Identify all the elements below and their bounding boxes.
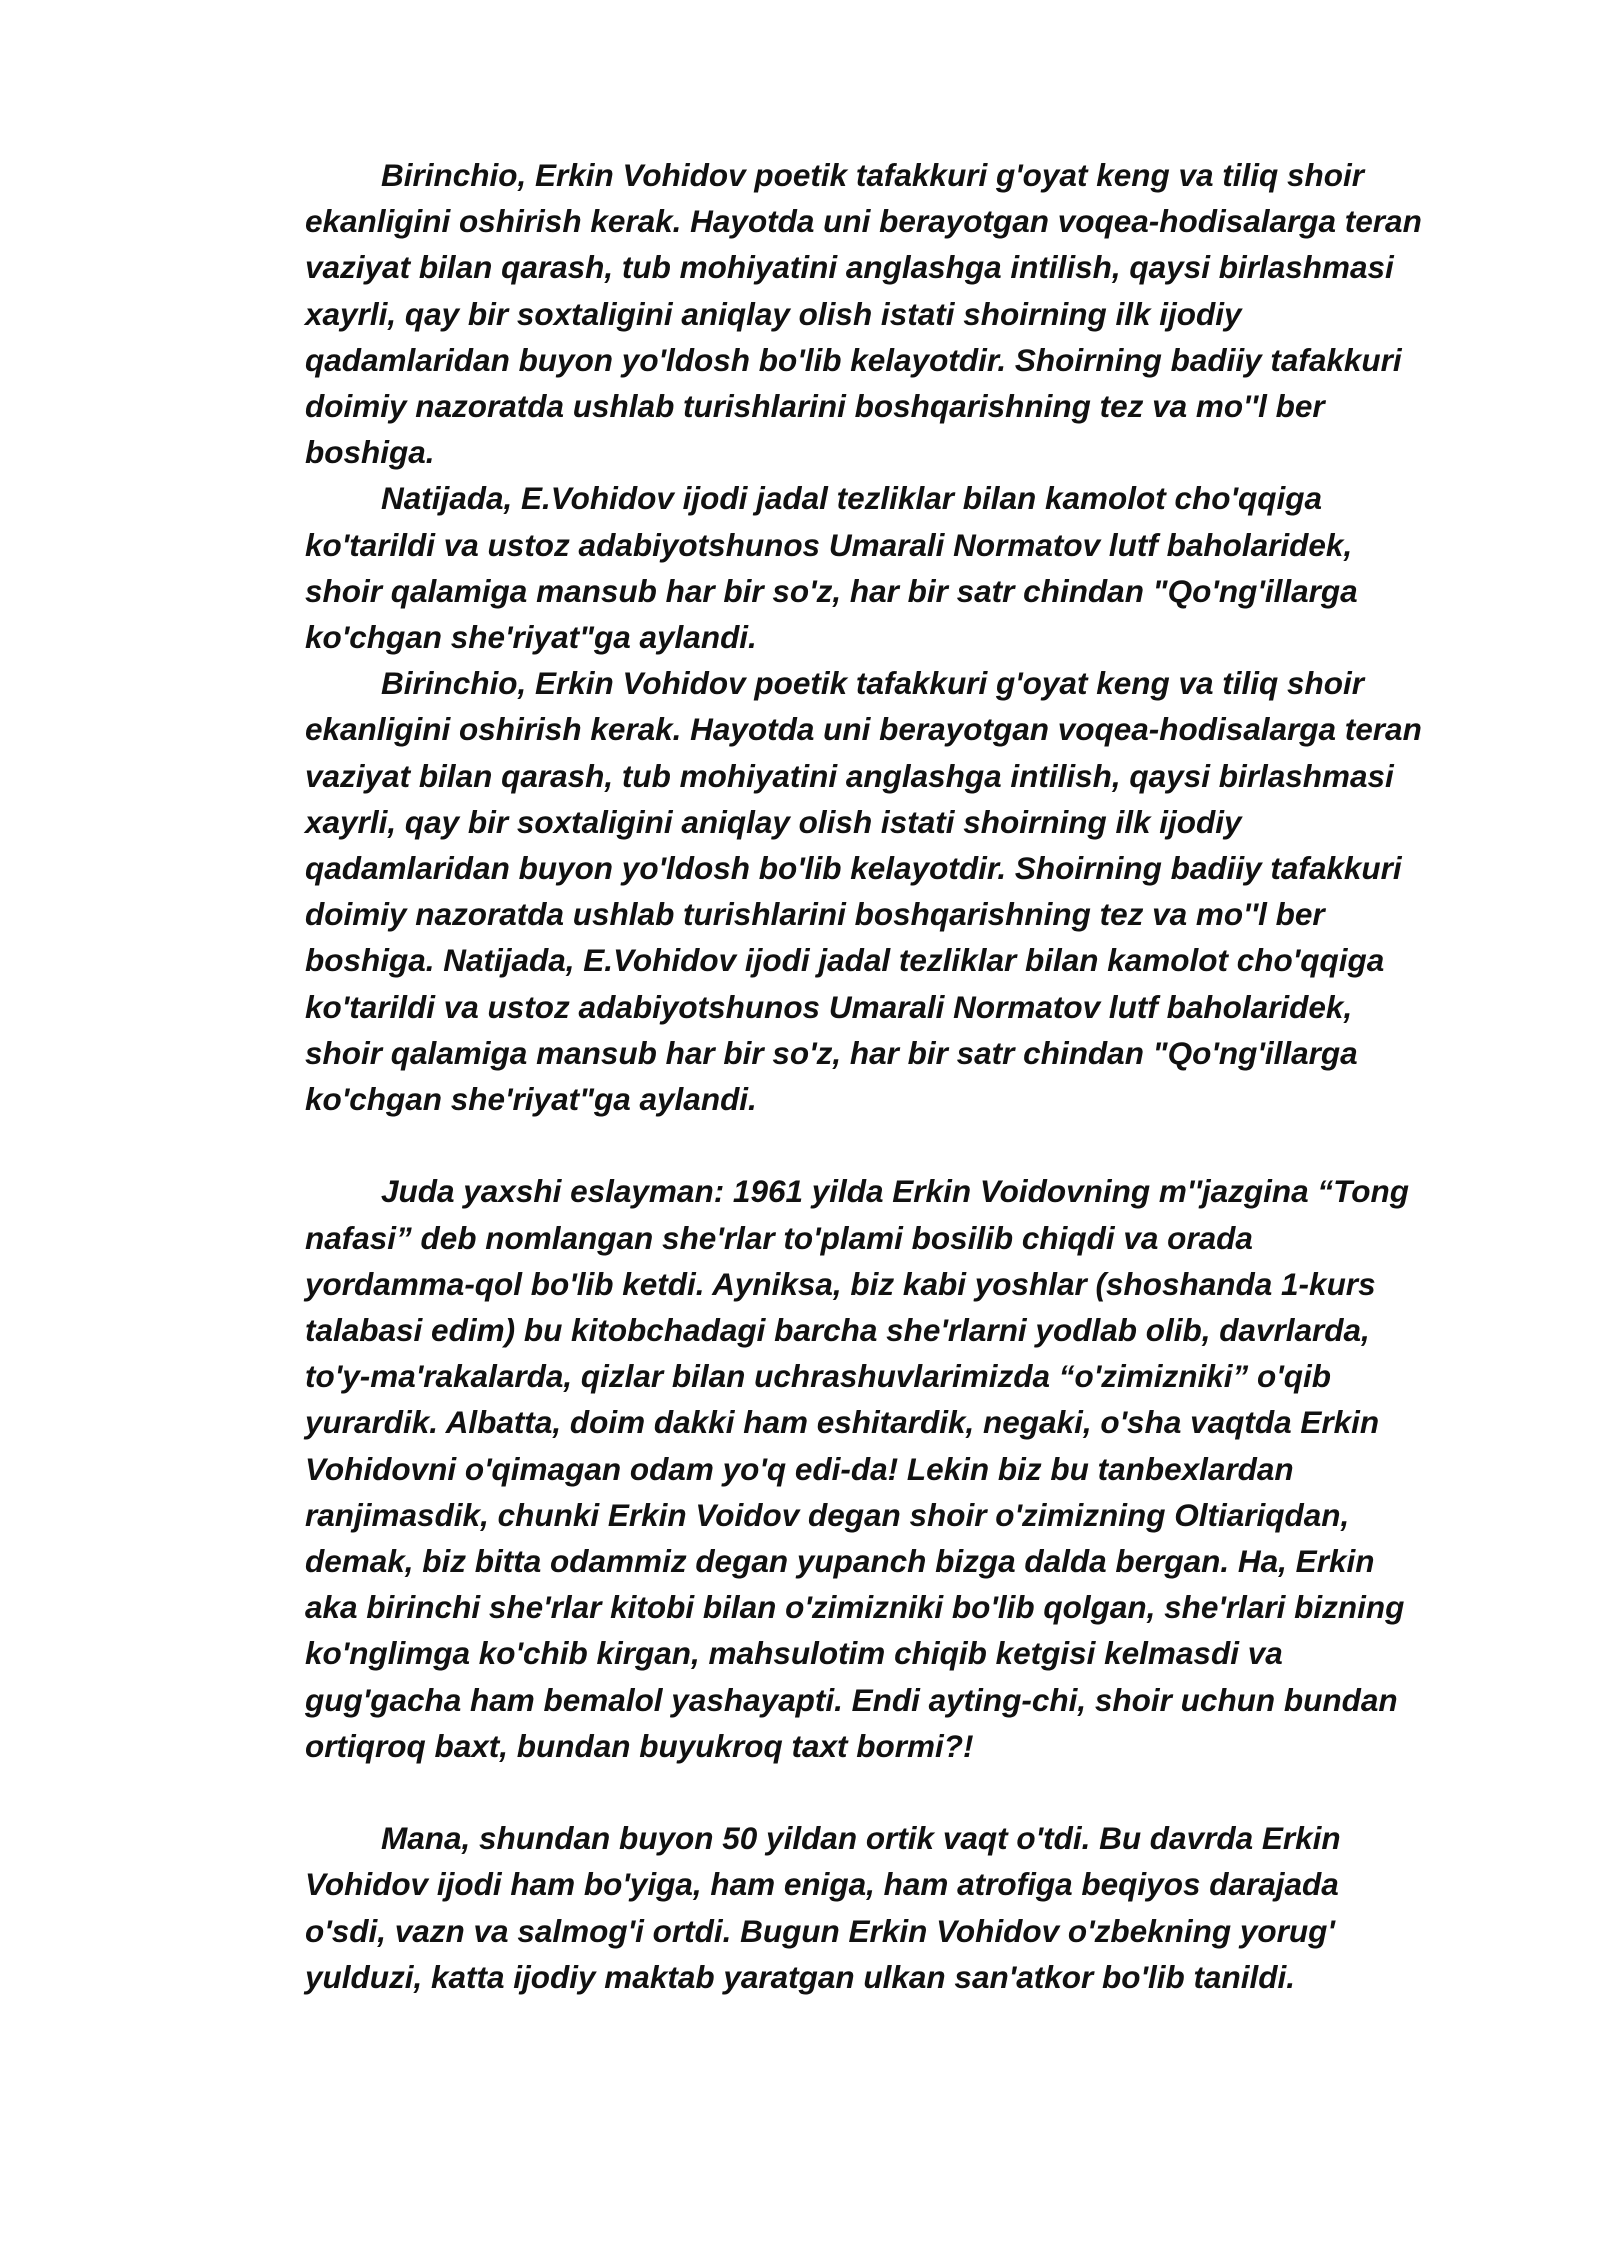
text-line: shoir qalamiga mansub har bir so'z, har bir satr chindan "Qo'ng'illarga [305, 572, 1358, 609]
text-line: ko'tarildi va ustoz adabiyotshunos Umarali Normatov lutf baholaridek, [305, 526, 1353, 563]
text-line: yulduzi, katta ijodiy maktab yaratgan ulkan san'atkor bo'lib tanildi. [305, 1958, 1295, 1995]
paragraph-spacer [305, 1122, 1505, 1168]
text-line: nafasi” deb nomlangan she'rlar to'plami bosilib chiqdi va orada [305, 1219, 1253, 1256]
text-line: o'sdi, vazn va salmog'i ortdi. Bugun Erkin Vohidov o'zbekning yorug' [305, 1912, 1335, 1949]
text-line: ko'chgan she'riyat"ga aylandi. [305, 619, 757, 656]
text-line: Vohidov ijodi ham bo'yiga, ham eniga, ham atrofiga beqiyos darajada [305, 1866, 1339, 1903]
text-line: ortiqroq baxt, bundan buyukroq taxt bormi?! [305, 1727, 974, 1764]
text-line: Natijada, E.Vohidov ijodi jadal tezliklar bilan kamolot cho'qqiga [381, 480, 1322, 517]
text-line: doimiy nazoratda ushlab turishlarini boshqarishning tez va mo''l ber [305, 896, 1325, 933]
text-line: shoir qalamiga mansub har bir so'z, har bir satr chindan "Qo'ng'illarga [305, 1034, 1358, 1071]
text-line: Juda yaxshi eslayman: 1961 yilda Erkin Voidovning m''jazgina “Tong [381, 1173, 1409, 1210]
text-line: vaziyat bilan qarash, tub mohiyatini anglashga intilish, qaysi birlashmasi [305, 249, 1394, 286]
paragraph-4 [305, 1168, 1505, 1769]
document-body [305, 152, 1505, 2000]
text-line: qadamlaridan buyon yo'ldosh bo'lib kelayotdir. Shoirning badiiy tafakkuri [305, 850, 1402, 887]
text-line: ranjimasdik, chunki Erkin Voidov degan shoir o'zimizning Oltiariqdan, [305, 1496, 1350, 1533]
text-line: yurardik. Albatta, doim dakki ham eshitardik, negaki, o'sha vaqtda Erkin [305, 1404, 1380, 1441]
text-line: doimiy nazoratda ushlab turishlarini boshqarishning tez va mo''l ber [305, 388, 1325, 425]
text-line: boshiga. [305, 434, 435, 471]
text-line: demak, biz bitta odammiz degan yupanch bizga dalda bergan. Ha, Erkin [305, 1543, 1375, 1580]
text-line: gug'gacha ham bemalol yashayapti. Endi ayting-chi, shoir uchun bundan [305, 1681, 1398, 1718]
text-line: Birinchio, Erkin Vohidov poetik tafakkuri g'oyat keng va tiliq shoir [381, 157, 1365, 193]
text-line: to'y-ma'rakalarda, qizlar bilan uchrashuvlarimizda “o'zimizniki” o'qib [305, 1358, 1331, 1395]
text-line: ko'nglimga ko'chib kirgan, mahsulotim chiqib ketgisi kelmasdi va [305, 1635, 1283, 1672]
paragraph-3 [305, 660, 1505, 1122]
text-line: xayrli, qay bir soxtaligini aniqlay olish istati shoirning ilk ijodiy [305, 295, 1242, 332]
text-line: Birinchio, Erkin Vohidov poetik tafakkuri g'oyat keng va tiliq shoir [381, 665, 1365, 702]
paragraph-1 [305, 152, 1505, 475]
text-line: vaziyat bilan qarash, tub mohiyatini anglashga intilish, qaysi birlashmasi [305, 757, 1394, 794]
text-line: aka birinchi she'rlar kitobi bilan o'zimizniki bo'lib qolgan, she'rlari bizning [305, 1589, 1405, 1626]
text-line: qadamlaridan buyon yo'ldosh bo'lib kelayotdir. Shoirning badiiy tafakkuri [305, 341, 1402, 378]
text-line: ko'chgan she'riyat"ga aylandi. [305, 1081, 757, 1118]
text-line: boshiga. Natijada, E.Vohidov ijodi jadal tezliklar bilan kamolot cho'qqiga [305, 942, 1385, 979]
text-line: yordamma-qol bo'lib ketdi. Ayniksa, biz kabi yoshlar (shoshanda 1-kurs [305, 1265, 1376, 1302]
paragraph-spacer [305, 1769, 1505, 1815]
text-line: ekanligini oshirish kerak. Hayotda uni berayotgan voqea-hodisalarga teran [305, 203, 1422, 240]
text-line: xayrli, qay bir soxtaligini aniqlay olish istati shoirning ilk ijodiy [305, 803, 1242, 840]
text-line: ekanligini oshirish kerak. Hayotda uni berayotgan voqea-hodisalarga teran [305, 711, 1422, 748]
paragraph-5 [305, 1815, 1505, 2000]
text-line: Vohidovni o'qimagan odam yo'q edi-da! Lekin biz bu tanbexlardan [305, 1450, 1294, 1487]
text-line: ko'tarildi va ustoz adabiyotshunos Umarali Normatov lutf baholaridek, [305, 988, 1353, 1025]
text-line: talabasi edim) bu kitobchadagi barcha she'rlarni yodlab olib, davrlarda, [305, 1312, 1370, 1349]
text-line: Mana, shundan buyon 50 yildan ortik vaqt o'tdi. Bu davrda Erkin [381, 1820, 1341, 1857]
paragraph-2 [305, 475, 1505, 660]
